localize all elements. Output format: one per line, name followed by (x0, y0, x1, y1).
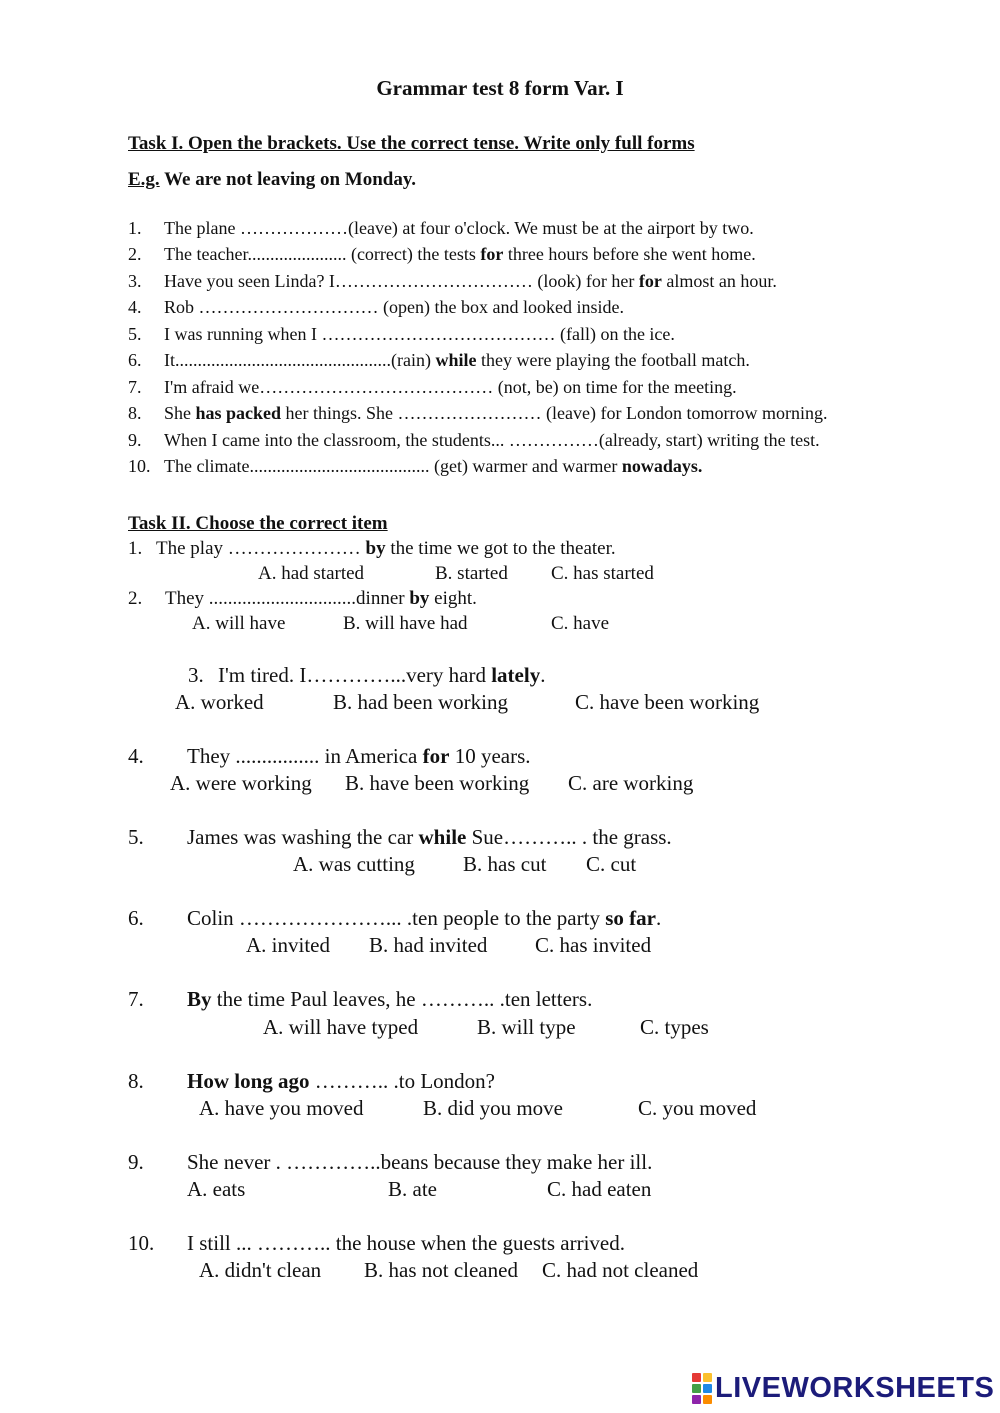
item-number: 1. (128, 218, 142, 238)
answer-option: A. didn't clean (199, 1258, 322, 1282)
question-text: James was washing the car (187, 825, 419, 849)
item-number: 2. (128, 244, 142, 264)
answer-option: B. has cut (463, 852, 547, 876)
liveworksheets-logo (692, 1372, 994, 1405)
logo-square (703, 1395, 712, 1404)
question-text: The play ………………… (156, 538, 366, 559)
question-text-end: 10 years. (449, 744, 531, 768)
answer-option: A. eats (187, 1177, 246, 1201)
answer-option: B. had been working (333, 690, 508, 714)
item-keyword: has packed (195, 403, 282, 423)
question-keyword: for (422, 744, 450, 768)
item-number: 10. (128, 456, 151, 476)
question-text-end: the time we got to the theater. (385, 538, 616, 559)
question-number: 6. (128, 906, 144, 930)
question-text-end: eight. (429, 588, 477, 609)
question-keyword: by (409, 588, 430, 609)
question-text-end: . (540, 663, 546, 687)
task1-item (128, 218, 754, 239)
answer-option: B. did you move (423, 1096, 563, 1120)
answer-option: A. was cutting (293, 852, 415, 876)
question-keyword: How long ago (187, 1069, 310, 1093)
liveworksheets-logo-icon (692, 1373, 712, 1404)
item-keyword: for (480, 244, 504, 264)
item-keyword: while (435, 350, 477, 370)
item-number: 4. (128, 297, 142, 317)
question-number: 2. (128, 588, 143, 609)
task2-question (128, 538, 616, 560)
question-number: 7. (128, 987, 144, 1011)
item-text: The climate........................................ (get) warmer and warmer (164, 456, 622, 476)
item-text: I was running when I ………………………………… (fall) on the ice. (164, 324, 675, 344)
answer-option: A. will have (192, 613, 286, 634)
item-text-end: they were playing the football match. (476, 350, 750, 370)
item-text: When I came into the classroom, the students... ……………(already, start) writing the test. (164, 430, 820, 450)
question-text: I still ... ……….. the house when the guests arrived. (187, 1231, 626, 1255)
item-text-end: three hours before she went home. (503, 244, 756, 264)
answer-option: B. started (435, 563, 508, 584)
question-keyword: while (418, 825, 467, 849)
logo-text: LIVEWORKSHEETS (715, 1372, 995, 1404)
answer-option: C. have been working (575, 690, 760, 714)
item-text: The teacher...................... (correct) the tests (164, 244, 481, 264)
example-label: E.g. (128, 169, 160, 190)
answer-option: B. will type (477, 1015, 576, 1039)
question-number: 3. (188, 663, 204, 687)
item-number: 8. (128, 403, 142, 423)
question-text-end: . (655, 906, 662, 930)
answer-option: C. has invited (535, 933, 652, 957)
task1-item (128, 430, 820, 451)
task1-item (128, 324, 675, 345)
answer-option: B. had invited (369, 933, 488, 957)
answer-option: C. cut (586, 852, 637, 876)
task1-item (128, 456, 702, 477)
question-text: Colin …………………... .ten people to the party (187, 906, 606, 930)
task2-question (128, 588, 477, 610)
item-number: 9. (128, 430, 142, 450)
item-number: 5. (128, 324, 142, 344)
task1-item (128, 350, 750, 371)
item-text: The plane ………………(leave) at four o'clock. We must be at the airport by two. (164, 218, 754, 238)
item-text-end: her things. She …………………… (leave) for London tomorrow morning. (281, 403, 828, 423)
answer-option: C. types (640, 1015, 709, 1039)
answer-option: B. ate (388, 1177, 437, 1201)
question-text: I'm tired. I…………...very hard (218, 663, 492, 687)
task2-question (128, 825, 672, 850)
task1-example (128, 169, 416, 191)
question-text: They ................ in America (187, 744, 423, 768)
answer-option: C. has started (551, 563, 654, 584)
task1-item (128, 271, 777, 292)
item-number: 6. (128, 350, 142, 370)
question-number: 10. (128, 1231, 155, 1255)
question-number: 5. (128, 825, 144, 849)
answer-option: C. you moved (638, 1096, 757, 1120)
question-keyword: By (187, 987, 212, 1011)
example-text: We are not leaving on Monday. (159, 169, 417, 190)
question-text-end: the time Paul leaves, he ……….. .ten letters. (211, 987, 593, 1011)
answer-option: A. were working (170, 771, 312, 795)
logo-square (703, 1373, 712, 1382)
question-text-end: Sue……….. . the grass. (466, 825, 672, 849)
item-keyword: for (638, 271, 662, 291)
task2-question (128, 744, 531, 769)
answer-option: C. had eaten (547, 1177, 652, 1201)
task2-question (128, 1231, 625, 1256)
task1-item (128, 244, 756, 265)
task1-heading: Task I. Open the brackets. Use the correct tense. Write only full forms (128, 133, 695, 154)
item-text: Have you seen Linda? I…………………………… (look) for her (164, 271, 639, 291)
answer-option: C. have (551, 613, 610, 634)
answer-option: A. will have typed (263, 1015, 419, 1039)
question-text-end: ……….. .to London? (309, 1069, 495, 1093)
task1-item (128, 377, 737, 398)
answer-option: C. are working (568, 771, 694, 795)
task1-item (128, 297, 624, 318)
item-text-end: almost an hour. (661, 271, 777, 291)
task2-question (128, 1069, 495, 1094)
logo-square (692, 1384, 701, 1393)
task2-question (128, 987, 592, 1012)
item-text: She (164, 403, 196, 423)
item-number: 7. (128, 377, 142, 397)
logo-square (703, 1384, 712, 1393)
question-number: 8. (128, 1069, 144, 1093)
task2-heading: Task II. Choose the correct item (128, 513, 388, 534)
question-text: They ...............................dinner (165, 588, 410, 609)
question-keyword: so far (605, 906, 656, 930)
answer-option: B. will have had (343, 613, 468, 634)
answer-option: A. invited (246, 933, 330, 957)
task2-question (128, 1150, 652, 1175)
page-title: Grammar test 8 form Var. I (376, 76, 624, 100)
task1-item (128, 403, 827, 424)
logo-square (692, 1395, 701, 1404)
task2-question (188, 663, 545, 688)
item-text: It................................................(rain) (164, 350, 436, 370)
question-number: 1. (128, 538, 143, 559)
item-text: Rob ………………………… (open) the box and looked inside. (164, 297, 624, 317)
item-number: 3. (128, 271, 142, 291)
question-number: 4. (128, 744, 144, 768)
answer-option: A. had started (258, 563, 365, 584)
answer-option: A. have you moved (199, 1096, 364, 1120)
answer-option: B. have been working (345, 771, 530, 795)
item-keyword: nowadays. (621, 456, 703, 476)
answer-option: B. has not cleaned (364, 1258, 518, 1282)
question-number: 9. (128, 1150, 144, 1174)
answer-option: A. worked (175, 690, 264, 714)
question-text: She never . …………..beans because they make her ill. (187, 1150, 653, 1174)
question-keyword: by (365, 538, 386, 559)
answer-option: C. had not cleaned (542, 1258, 699, 1282)
task2-question (128, 906, 661, 931)
logo-square (692, 1373, 701, 1382)
question-keyword: lately (491, 663, 541, 687)
item-text: I'm afraid we………………………………… (not, be) on time for the meeting. (164, 377, 737, 397)
